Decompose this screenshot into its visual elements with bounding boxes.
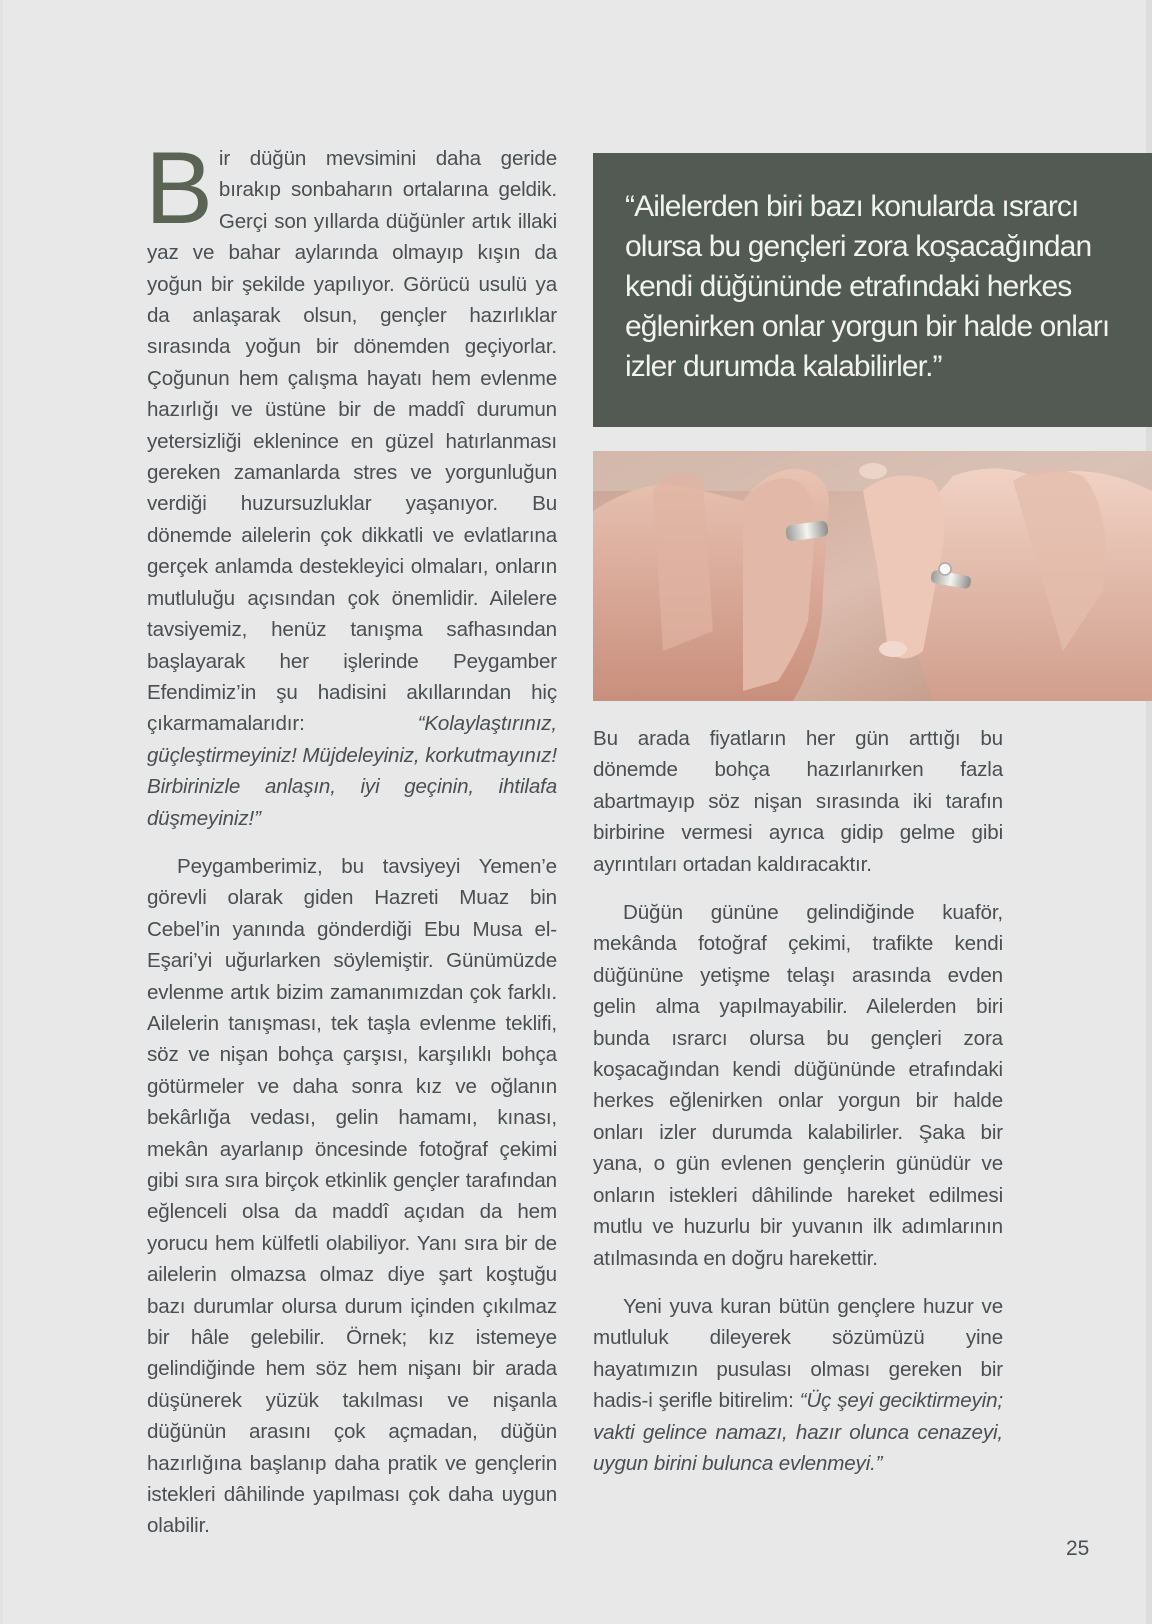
page-edge-left <box>0 0 3 1624</box>
body-paragraph: Bu arada fiyatların her gün arttığı bu dönemde bohça hazırlanırken fazla abartmayıp söz nişan sırasında iki tarafın birbirine vermesi ayrıca gidip gelme gibi ayrıntıları ortadan kaldıracaktır. <box>593 727 1003 876</box>
left-column <box>145 131 557 1542</box>
right-column <box>593 723 1003 1479</box>
intro-paragraph <box>145 131 557 834</box>
pull-quote-text: “Ailelerden biri bazı konularda ısrarcı olursa bu gençleri zora koşacağından kendi düğününde etrafındaki herkes eğlenirken onlar yorgun bir halde onları izler durumda kalabilirler.” <box>625 190 1110 383</box>
closing-hadith-quote: “Üç şeyi geciktirmeyin; vakti gelince namazı, hazır olunca cenazeyi, uygun birini bulunca evlenmeyi.” <box>593 1389 1003 1475</box>
pull-quote-box <box>593 153 1152 427</box>
page-number: 25 <box>1066 1537 1090 1560</box>
intro-text: ir düğün mevsimini daha geride bırakıp sonbaharın ortalarına geldik. Gerçi son yıllarda düğünler artık illaki yaz ve bahar aylarında olmayıp kışın da yoğun bir şekilde yapılıyor. Görücü usulü ya da anlaşarak olsun, gençler hazırlıklar sırasında yoğun bir dönemden geçiyorlar. Çoğunun hem çalışma hayatı hem evlenme hazırlığı ve üstüne bir de maddî durumun yetersizliği eklenince en güzel hatırlanması gereken zamanlarda stres ve yorgunluğun verdiği huzursuzluklar yaşanıyor. Bu dönemde ailelerin çok dikkatli ve evlatlarına gerçek anlamda destekleyici olmaları, onların mutluluğu açısından çok önemlidir. Ailelere tavsiyemiz, henüz tanışma safhasından başlayarak her işlerinde Peygamber Efendimiz’in şu hadisini akıllarından hiç çıkarmamalarıdır: <box>147 147 557 736</box>
hands-with-rings-illustration <box>593 451 1152 701</box>
wedding-rings-photo <box>593 451 1152 701</box>
body-paragraph: Peygamberimiz, bu tavsiyeyi Yemen’e görevli olarak giden Hazreti Muaz bin Cebel’in yanında gönderdiği Ebu Musa el-Eşari’yi uğurlarken söylemiştir. Günümüzde evlenme artık bizim zamanımızdan çok farklı. Ailelerin tanışması, tek taşla evlenme teklifi, söz ve nişan bohça çarşısı, karşılıklı bohça götürmeler ve daha sonra kız ve oğlanın bekârlığa vedası, gelin hamamı, kınası, mekân ayarlanıp öncesinde fotoğraf çekimi gibi sıra sıra birçok etkinlik gençler tarafından eğlenceli olsa da maddî açıdan da hem yorucu hem külfetli olabiliyor. Yanı sıra bir de ailelerin olmazsa olmaz diye şart koştuğu bazı durumlar olursa durum içinden çıkılmaz bir hâle gelebilir. Örnek; kız istemeye gelindiğinde hem söz hem nişanı bir arada düşünerek yüzük takılması ve nişanla düğünün arasını çok açmadan, düğün hazırlığına başlanıp daha pratik ve gençlerin istekleri dâhilinde yapılması çok daha uygun olabilir. <box>147 854 557 1538</box>
body-paragraph: Düğün gününe gelindiğinde kuaför, mekânda fotoğraf çekimi, trafikte kendi düğününe yetişme telaşı arasında evden gelin alma yapılmayabilir. Ailelerden biri bunda ısrarcı olursa bu gençleri zora koşacağından kendi düğününde etrafındaki herkes eğlenirken onlar yorgun bir halde onları izler durumda kalabilirler. Şaka bir yana, o gün evlenen gençlerin günüdür ve onların istekleri dâhilinde hareket edilmesi mutlu ve huzurlu bir yuvanın ilk adımlarının atılmasında en doğru harekettir. <box>593 901 1003 1270</box>
closing-paragraph <box>593 1291 1003 1479</box>
hadith-quote: “Kolaylaştırınız, güçleştirmeyiniz! Müjdeleyiniz, korkutmayınız! Birbirinizle anlaşın, iyi geçinin, ihtilafa düşmeyiniz!” <box>147 712 557 830</box>
drop-cap: B <box>145 131 213 245</box>
closing-text: Yeni yuva kuran bütün gençlere huzur ve mutluluk dileyerek sözümüzü yine hayatımızın pusulası olması gereken bir hadis-i şerifle bitirelim: <box>593 1294 1003 1413</box>
